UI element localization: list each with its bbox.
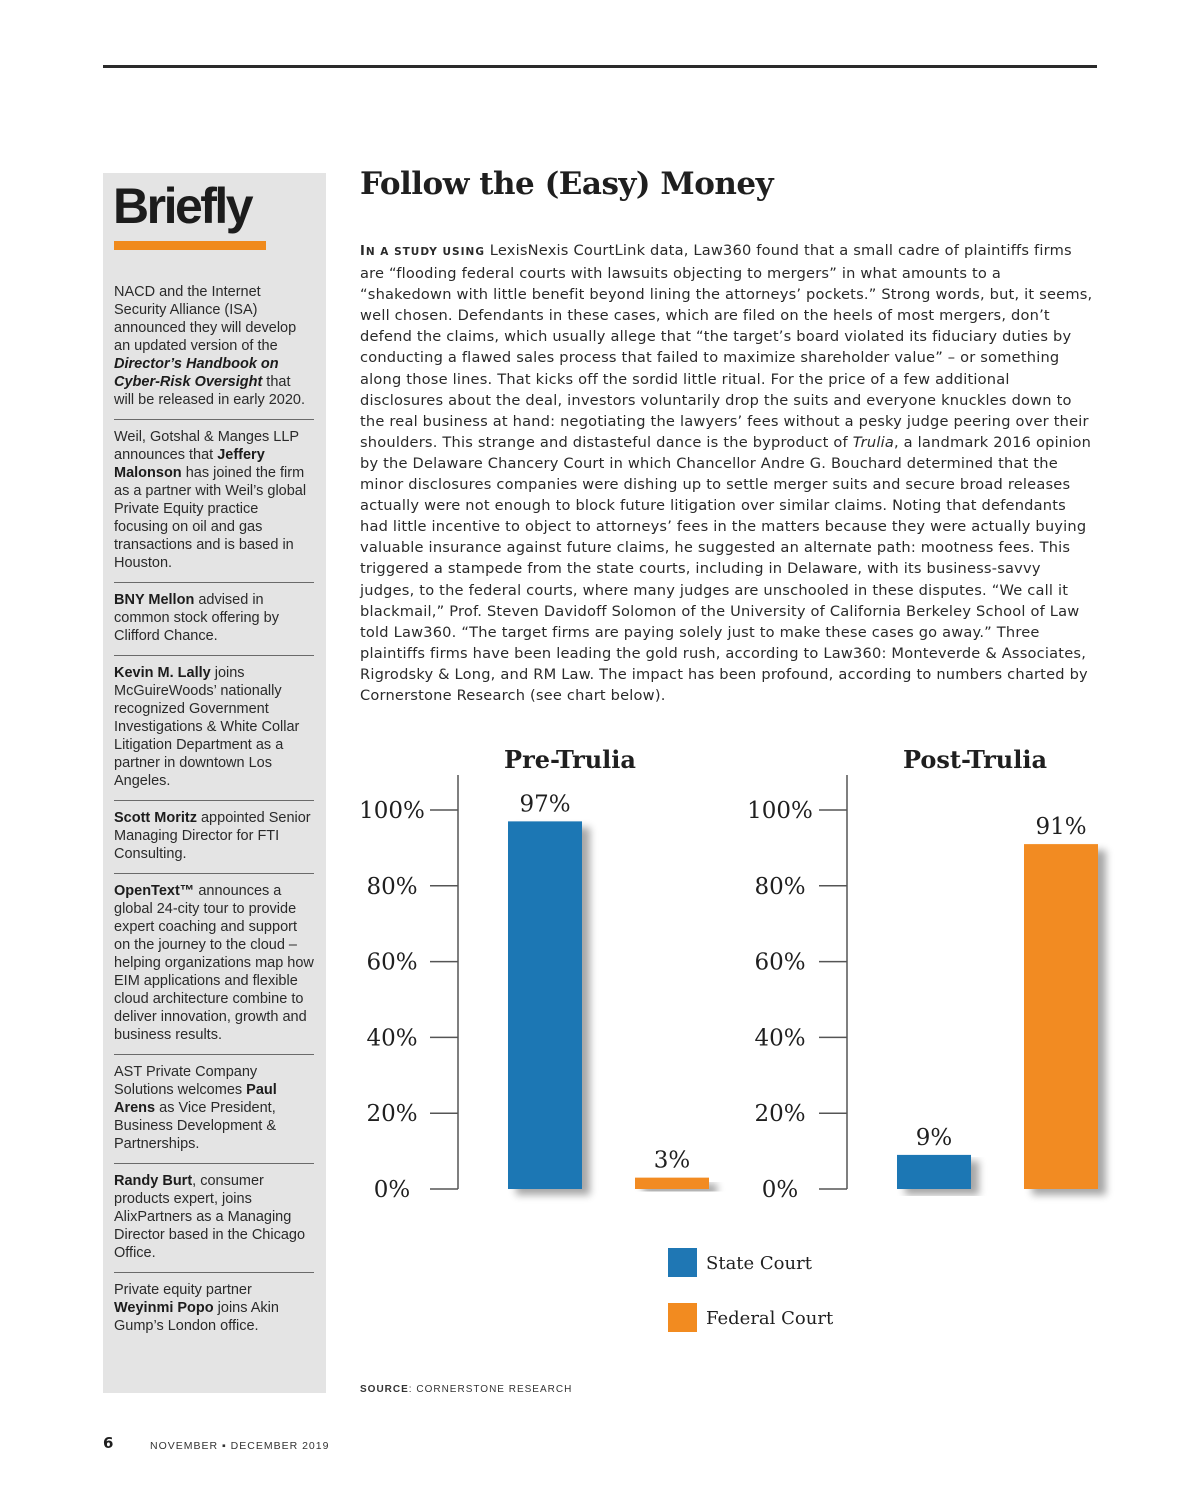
sidebar-accent-bar bbox=[114, 241, 266, 250]
bar-state-court bbox=[508, 821, 582, 1189]
briefly-text: has joined the firm as a partner with Weil’s global Private Equity practice focusing on oil and gas transactions and is based in Houston. bbox=[114, 465, 307, 571]
briefly-text: advised in common stock offering by Clifford Chance. bbox=[114, 592, 279, 644]
briefly-item bbox=[114, 809, 314, 874]
y-tick-label: 20% bbox=[366, 1101, 418, 1128]
legend-label: Federal Court bbox=[706, 1308, 834, 1329]
briefly-sidebar bbox=[103, 173, 326, 1393]
briefly-highlight: Director’s Handbook on Cyber-Risk Oversight bbox=[114, 356, 279, 390]
legend-swatch bbox=[668, 1303, 697, 1332]
briefly-item bbox=[114, 664, 314, 801]
briefly-text: that will be released in early 2020. bbox=[114, 374, 306, 408]
y-tick-label: 40% bbox=[366, 1025, 418, 1052]
body-text-part1: LexisNexis CourtLink data, Law360 found that a small cadre of plaintiffs firms are “flooding federal courts with lawsuits objecting to mergers” in what amounts to a “shakedown with little benefit beyond lining the attorneys’ pockets.” Strong words, but, it seems, well chosen. Defendants in these cases, which are filed on the heels of most mergers, don’t defend the claims, which usually allege that “the target’s board violated its fiduciary duties by conducting a flawed sales process that failed to maximize shareholder value” – or something along those lines. That kicks off the sordid little ritual. For the price of a few additional disclosures about the deal, investors voluntarily drop the suits and everyone knuckles down to the real business at hand: negotiating the lawyers’ fees without a pesky judge peering over their shoulders. This strange and distasteful dance is the byproduct of bbox=[360, 242, 1093, 451]
briefly-item bbox=[114, 428, 314, 583]
briefly-item bbox=[114, 882, 314, 1055]
y-tick-label: 0% bbox=[761, 1177, 799, 1203]
issue-date: NOVEMBER ▪ DECEMBER 2019 bbox=[150, 1440, 330, 1452]
briefly-highlight: OpenText™ bbox=[114, 883, 195, 899]
value-label: 3% bbox=[653, 1147, 691, 1174]
value-label: 97% bbox=[519, 791, 571, 818]
trulia-bar-charts bbox=[340, 730, 1140, 1370]
briefly-highlight: Paul Arens bbox=[114, 1082, 277, 1116]
value-label: 9% bbox=[915, 1124, 953, 1151]
briefly-text: joins McGuireWoods’ nationally recognized Government Investigations & White Collar Litigation Department as a partner in downtown Los Angeles. bbox=[114, 665, 300, 789]
top-rule bbox=[103, 65, 1097, 68]
briefly-highlight: BNY Mellon bbox=[114, 592, 195, 608]
y-tick-label: 60% bbox=[366, 949, 418, 976]
bar-federal-court bbox=[635, 1178, 709, 1189]
briefly-text: , consumer products expert, joins AlixPartners as a Managing Director based in the Chicago Office. bbox=[114, 1173, 306, 1261]
briefly-item bbox=[114, 1172, 314, 1273]
sidebar-items bbox=[114, 283, 314, 1353]
chart-area bbox=[340, 730, 1140, 1370]
briefly-highlight: Randy Burt bbox=[114, 1173, 193, 1189]
briefly-text: as Vice President, Business Development & Partnerships. bbox=[114, 1100, 276, 1152]
briefly-item bbox=[114, 283, 314, 420]
briefly-highlight: Scott Moritz bbox=[114, 810, 197, 826]
briefly-highlight: Weyinmi Popo bbox=[114, 1300, 214, 1316]
briefly-text: announces a global 24-city tour to provide expert coaching and support on the journey to the cloud – helping organizations map how EIM applications and flexible cloud architecture combine to deliver innovation, growth and business results. bbox=[114, 883, 314, 1043]
y-tick-label: 80% bbox=[754, 873, 806, 900]
y-tick-label: 100% bbox=[747, 798, 813, 824]
y-tick-label: 80% bbox=[366, 873, 418, 900]
chart-title: Pre-Trulia bbox=[504, 745, 636, 774]
article-body bbox=[360, 240, 1097, 706]
y-tick-label: 20% bbox=[754, 1101, 806, 1128]
chart-title: Post-Trulia bbox=[903, 745, 1047, 774]
briefly-item bbox=[114, 591, 314, 656]
lead-initial: I bbox=[360, 244, 366, 259]
briefly-highlight: Jeffery Malonson bbox=[114, 447, 265, 481]
page-number: 6 bbox=[103, 1434, 114, 1452]
briefly-highlight: Kevin M. Lally bbox=[114, 665, 211, 681]
briefly-text: Weil, Gotshal & Manges LLP announces that bbox=[114, 429, 299, 463]
legend-label: State Court bbox=[706, 1253, 812, 1274]
briefly-item bbox=[114, 1063, 314, 1164]
bar-state-court bbox=[897, 1155, 971, 1189]
source-text: : CORNERSTONE RESEARCH bbox=[408, 1384, 573, 1395]
briefly-text: appointed Senior Managing Director for FTI Consulting. bbox=[114, 810, 311, 862]
source-note bbox=[360, 1384, 572, 1395]
value-label: 91% bbox=[1035, 814, 1087, 841]
y-tick-label: 60% bbox=[754, 949, 806, 976]
source-label: SOURCE bbox=[360, 1384, 409, 1395]
lead-smallcaps: N A STUDY USING bbox=[365, 246, 485, 258]
briefly-text: AST Private Company Solutions welcomes bbox=[114, 1064, 258, 1098]
y-tick-label: 100% bbox=[359, 798, 425, 824]
sidebar-title: Briefly bbox=[113, 178, 252, 234]
legend-swatch bbox=[668, 1248, 697, 1277]
y-tick-label: 0% bbox=[373, 1177, 411, 1203]
briefly-item bbox=[114, 1281, 314, 1345]
y-tick-label: 40% bbox=[754, 1025, 806, 1052]
briefly-text: NACD and the Internet Security Alliance (ISA) announced they will develop an updated version of the bbox=[114, 284, 297, 354]
article-headline: Follow the (Easy) Money bbox=[360, 166, 774, 202]
briefly-text: joins Akin Gump’s London office. bbox=[114, 1300, 279, 1334]
lead-in bbox=[360, 246, 485, 258]
bar-federal-court bbox=[1024, 844, 1098, 1189]
body-text-part2: , a landmark 2016 opinion by the Delaware Chancery Court in which Chancellor Andre G. Bouchard determined that the minor disclosures companies were dishing up to settle merger suits and secure broad releases actually were not enough to block future litigation over similar claims. Noting that defendants had little incentive to object to attorneys’ fees in the matters because they were actually buying valuable insurance against future claims, he suggested an alternate path: mootness fees. This triggered a stampede from the state courts, including in Delaware, with its business-savvy judges, to the federal courts, where many judges are unschooled in these disputes. “We call it blackmail,” Prof. Steven Davidoff Solomon of the University of California Berkeley School of Law told Law360. “The target firms are paying solely just to make these cases go away.” Three plaintiffs firms have been leading the gold rush, according to Law360: Monteverde & Associates, Rigrodsky & Long, and RM Law. The impact has been profound, according to numbers charted by Cornerstone Research (see chart below). bbox=[360, 433, 1092, 704]
case-name-italic: Trulia bbox=[852, 433, 894, 451]
briefly-text: Private equity partner bbox=[114, 1282, 252, 1298]
